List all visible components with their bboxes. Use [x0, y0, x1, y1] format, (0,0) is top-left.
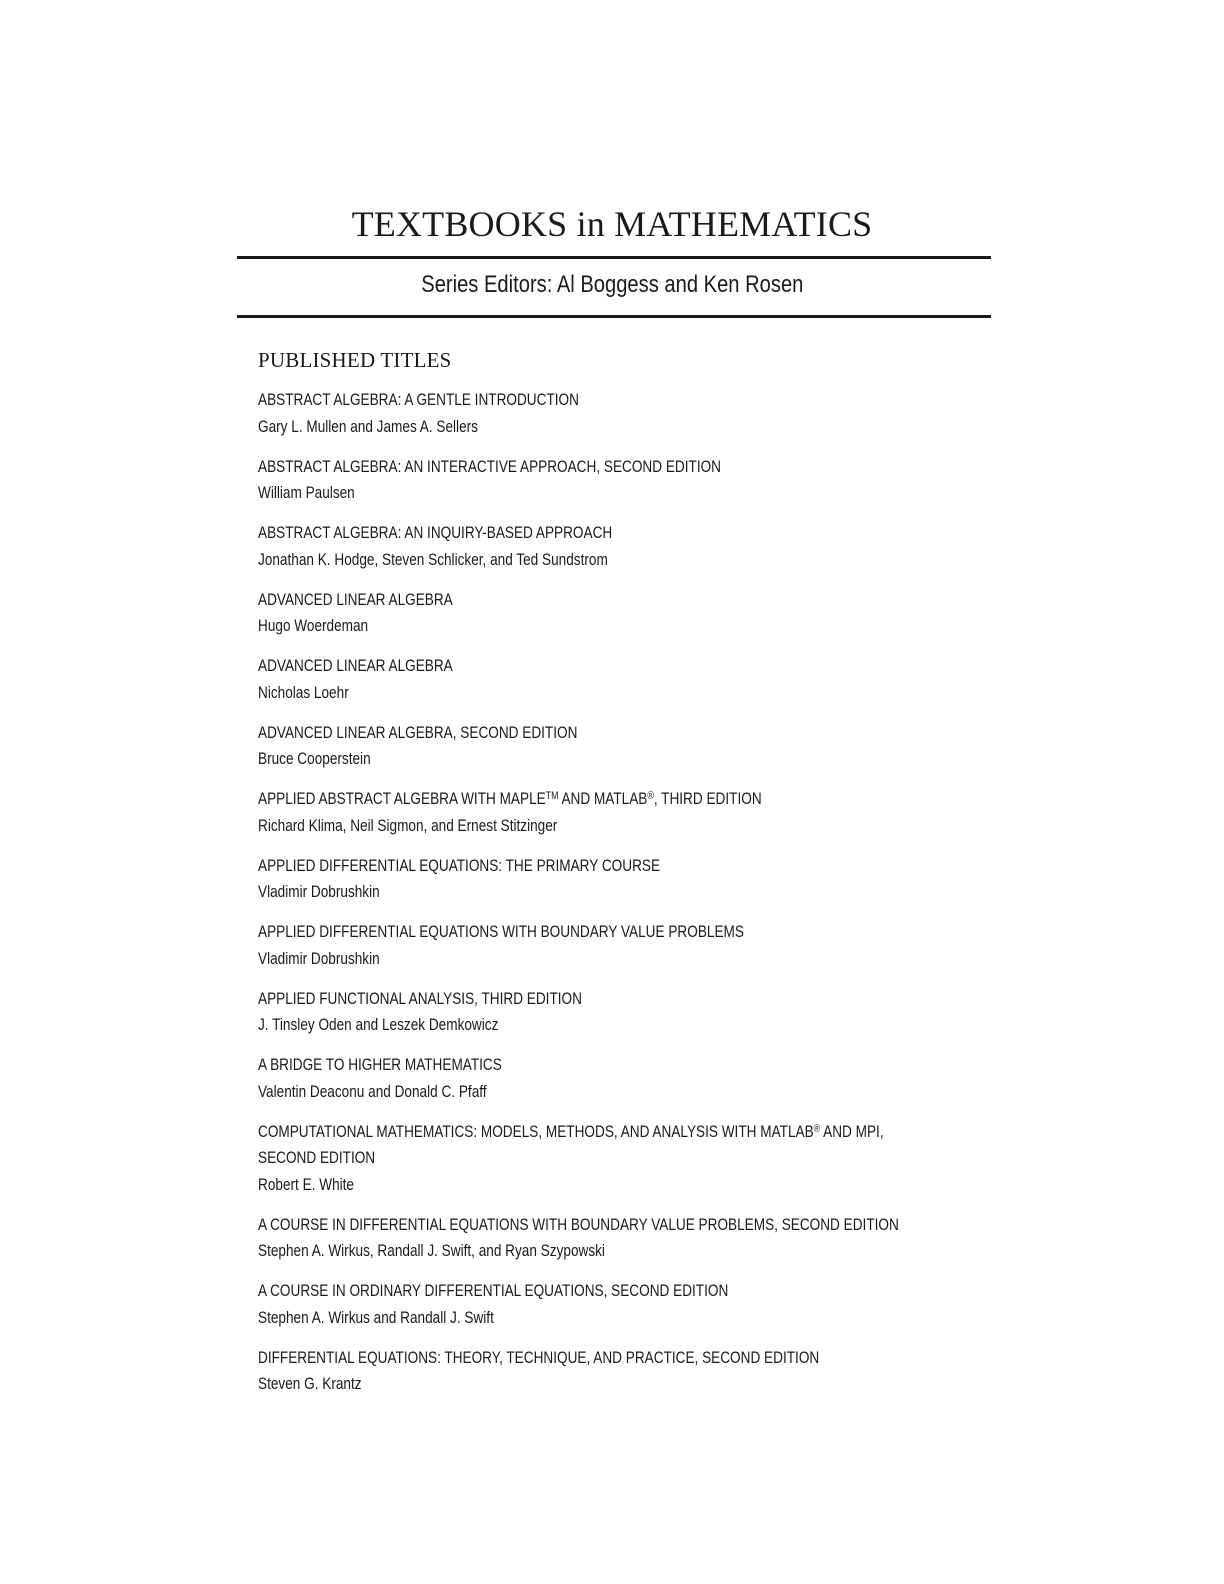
title-entry — [258, 1052, 978, 1105]
title-entry — [258, 520, 978, 573]
entry-title-text: APPLIED ABSTRACT ALGEBRA WITH MAPLE — [258, 789, 546, 808]
title-list — [258, 387, 978, 1411]
entry-authors: Nicholas Loehr — [258, 682, 349, 702]
entry-title: APPLIED FUNCTIONAL ANALYSIS, THIRD EDITION — [258, 988, 582, 1008]
entry-title: A COURSE IN DIFFERENTIAL EQUATIONS WITH BOUNDARY VALUE PROBLEMS, SECOND EDITION — [258, 1214, 899, 1234]
entry-title: ABSTRACT ALGEBRA: AN INQUIRY-BASED APPROACH — [258, 523, 613, 542]
trademark-mark: TM — [545, 790, 559, 802]
entry-authors: Bruce Cooperstein — [258, 749, 371, 768]
entry-title: A COURSE IN ORDINARY DIFFERENTIAL EQUATIONS, SECOND EDITION — [258, 1281, 729, 1300]
entry-title — [258, 1119, 978, 1146]
registered-mark: ® — [647, 790, 654, 802]
entry-authors: Gary L. Mullen and James A. Sellers — [258, 416, 478, 436]
entry-authors: Vladimir Dobrushkin — [258, 882, 380, 901]
entry-title: DIFFERENTIAL EQUATIONS: THEORY, TECHNIQUE, AND PRACTICE, SECOND EDITION — [258, 1347, 820, 1367]
title-entry — [258, 587, 978, 640]
entry-title: APPLIED DIFFERENTIAL EQUATIONS WITH BOUNDARY VALUE PROBLEMS — [258, 922, 744, 941]
entry-authors: Hugo Woerdeman — [258, 616, 369, 635]
title-entry — [258, 986, 978, 1039]
entry-title: ABSTRACT ALGEBRA: A GENTLE INTRODUCTION — [258, 390, 579, 409]
registered-mark: ® — [813, 1122, 821, 1135]
title-entry — [258, 1119, 978, 1199]
entry-authors: Robert E. White — [258, 1174, 354, 1194]
entry-authors: Vladimir Dobrushkin — [258, 948, 380, 968]
title-entry — [258, 653, 978, 706]
title-entry — [258, 387, 978, 440]
entry-title: APPLIED DIFFERENTIAL EQUATIONS: THE PRIMARY COURSE — [258, 855, 661, 875]
title-entry — [258, 720, 978, 773]
entry-title-text: AND MPI, — [820, 1121, 884, 1141]
entry-authors: Steven G. Krantz — [258, 1374, 362, 1393]
section-heading: PUBLISHED TITLES — [258, 348, 452, 372]
entry-title: ADVANCED LINEAR ALGEBRA — [258, 589, 453, 609]
title-entry — [258, 853, 978, 906]
entry-title-continued: SECOND EDITION — [258, 1148, 376, 1167]
entry-title: A BRIDGE TO HIGHER MATHEMATICS — [258, 1055, 502, 1074]
entry-title — [258, 786, 978, 813]
entry-title-text: , THIRD EDITION — [653, 789, 762, 808]
entry-title: ABSTRACT ALGEBRA: AN INTERACTIVE APPROACH, SECOND EDITION — [258, 456, 722, 476]
top-rule — [237, 256, 991, 259]
bottom-rule — [237, 315, 991, 318]
title-entry — [258, 1278, 978, 1331]
title-entry — [258, 919, 978, 972]
series-title: TEXTBOOKS in MATHEMATICS — [351, 204, 873, 244]
entry-title-text: AND MATLAB — [558, 789, 648, 808]
entry-authors: Valentin Deaconu and Donald C. Pfaff — [258, 1081, 487, 1101]
title-entry — [258, 1212, 978, 1265]
entry-authors: Jonathan K. Hodge, Steven Schlicker, and Ted Sundstrom — [258, 549, 608, 569]
title-entry — [258, 454, 978, 507]
entry-title: ADVANCED LINEAR ALGEBRA, SECOND EDITION — [258, 722, 578, 742]
entry-authors: Richard Klima, Neil Sigmon, and Ernest Stitzinger — [258, 815, 558, 835]
series-editors: Series Editors: Al Boggess and Ken Rosen — [421, 271, 804, 298]
entry-authors: Stephen A. Wirkus, Randall J. Swift, and Ryan Szypowski — [258, 1241, 605, 1260]
title-entry — [258, 786, 978, 839]
title-entry — [258, 1345, 978, 1398]
entry-title: ADVANCED LINEAR ALGEBRA — [258, 656, 453, 675]
entry-authors: J. Tinsley Oden and Leszek Demkowicz — [258, 1015, 499, 1034]
entry-authors: William Paulsen — [258, 483, 355, 502]
entry-title-text: COMPUTATIONAL MATHEMATICS: MODELS, METHODS, AND ANALYSIS WITH MATLAB — [258, 1121, 814, 1141]
entry-authors: Stephen A. Wirkus and Randall J. Swift — [258, 1307, 494, 1327]
